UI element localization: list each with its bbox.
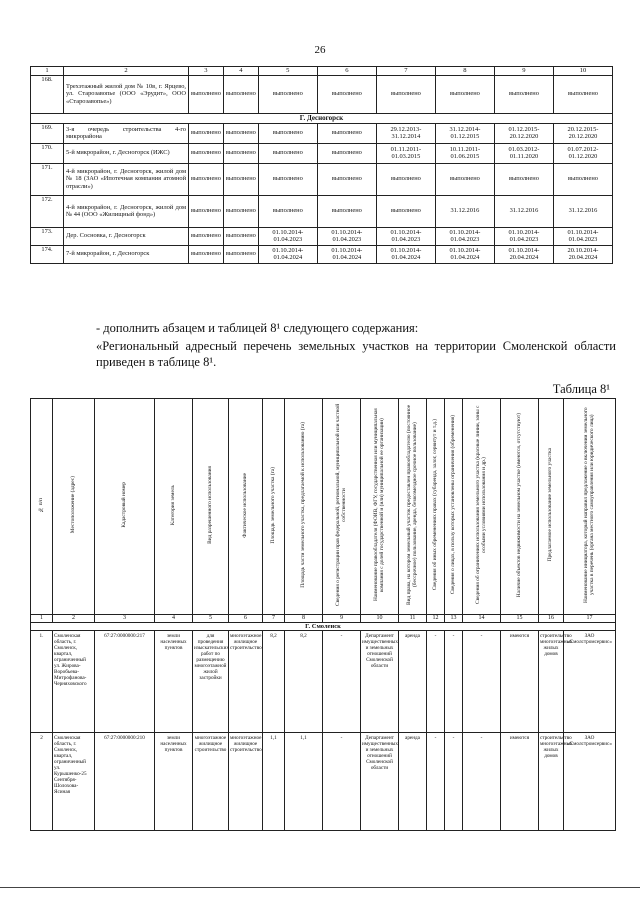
table-cell: - bbox=[323, 733, 361, 831]
status-cell: выполнено bbox=[553, 75, 612, 113]
status-cell: выполнено bbox=[189, 123, 224, 143]
column-number: 8 bbox=[285, 615, 323, 623]
status-cell: выполнено bbox=[258, 123, 317, 143]
table-cell: - bbox=[463, 733, 501, 831]
status-cell: 01.12.2015-20.12.2020 bbox=[494, 123, 553, 143]
table-row bbox=[31, 123, 613, 143]
table-row bbox=[31, 163, 613, 195]
column-number: 2 bbox=[64, 67, 189, 76]
status-cell: выполнено bbox=[189, 195, 224, 227]
city-row bbox=[31, 113, 613, 123]
column-header-text: Площадь части земельного участка, предлагаемой к использованию (га) bbox=[299, 422, 306, 588]
table-cell: имеются bbox=[501, 733, 539, 831]
table-cell: Департамент имущественных и земельных отношений Смоленской области bbox=[361, 631, 399, 733]
column-header bbox=[427, 399, 445, 615]
status-cell: выполнено bbox=[223, 245, 258, 263]
table-row bbox=[31, 245, 613, 263]
table-cell: 2 bbox=[31, 733, 53, 831]
column-header-text: Местоположение (адрес) bbox=[69, 476, 76, 534]
city-row bbox=[31, 622, 616, 630]
column-header bbox=[155, 399, 193, 615]
column-header-text: Вид разрешенного использования bbox=[206, 466, 213, 544]
status-cell: выполнено bbox=[189, 227, 224, 245]
column-header-text: Вид права, на котором земельный участок предоставлен правообладателю (постоянное (бессрочное) пользование, аренда, безвозмездное срочное пользование) bbox=[405, 404, 418, 606]
column-header bbox=[193, 399, 229, 615]
table-cell: ЗАО «Смолстромсервис» bbox=[564, 733, 616, 831]
table-cell: строительство многоэтажных жилых домов bbox=[539, 631, 564, 733]
column-header-text: Площадь земельного участка (га) bbox=[269, 466, 276, 544]
status-cell: 10.11.2011-01.06.2015 bbox=[435, 143, 494, 163]
object-address: 7-й микрорайон, г. Десногорск bbox=[64, 245, 189, 263]
column-number: 14 bbox=[463, 615, 501, 623]
column-header bbox=[399, 399, 427, 615]
status-cell: 01.10.2014-01.04.2023 bbox=[376, 227, 435, 245]
header-row bbox=[31, 67, 613, 76]
status-cell: выполнено bbox=[376, 195, 435, 227]
column-header bbox=[285, 399, 323, 615]
table-row bbox=[31, 733, 616, 831]
column-header bbox=[501, 399, 539, 615]
column-header-text: Сведения об ограничениях использования земельного участка (красные линии, зоны с особыми условиями использования и др.) bbox=[474, 405, 487, 605]
table-cell: - bbox=[427, 733, 445, 831]
column-number: 10 bbox=[553, 67, 612, 76]
number-row bbox=[31, 615, 616, 623]
column-header-text: Наименование правообладателя (ФОИВ, ФГУ, государственная или муниципальная компания с долей государственной и (или) муниципальной ее организации) bbox=[372, 408, 385, 602]
column-header bbox=[361, 399, 399, 615]
status-cell: выполнено bbox=[189, 163, 224, 195]
status-cell: выполнено bbox=[317, 195, 376, 227]
status-cell: выполнено bbox=[435, 75, 494, 113]
column-number: 5 bbox=[193, 615, 229, 623]
status-cell: 01.10.2014-01.04.2024 bbox=[435, 245, 494, 263]
column-number: 6 bbox=[317, 67, 376, 76]
table-cell: земли населенных пунктов bbox=[155, 733, 193, 831]
status-cell: выполнено bbox=[189, 143, 224, 163]
object-address: 4-й микрорайон, г. Десногорск, жилой дом № 18 (ЗАО «Ипотечная компания атомной отрасли») bbox=[64, 163, 189, 195]
table-cell: - bbox=[445, 631, 463, 733]
table-cell: 67:27:0000000:217 bbox=[95, 631, 155, 733]
status-cell: 01.03.2012-01.11.2020 bbox=[494, 143, 553, 163]
status-cell: 31.12.2016 bbox=[553, 195, 612, 227]
column-header bbox=[539, 399, 564, 615]
table-cell: Департамент имущественных и земельных отношений Смоленской области bbox=[361, 733, 399, 831]
object-address: 5-й микрорайон, г. Десногорск (ИЖС) bbox=[64, 143, 189, 163]
status-cell: выполнено bbox=[223, 227, 258, 245]
column-number: 9 bbox=[323, 615, 361, 623]
row-number: 173. bbox=[31, 227, 64, 245]
table-cell: 8,2 bbox=[285, 631, 323, 733]
column-header-text: Сведения о лицах, в пользу которых установлены ограничения (обременения) bbox=[449, 415, 456, 595]
table-row bbox=[31, 195, 613, 227]
column-number: 6 bbox=[229, 615, 263, 623]
table-cell: - bbox=[323, 631, 361, 733]
status-cell: 01.10.2014-01.04.2024 bbox=[317, 245, 376, 263]
column-header-text: Наименование инициатора, который направил предложение о включении земельного участка в перечень (органа местного самоуправления или юридического лица) bbox=[582, 407, 595, 603]
column-number: 5 bbox=[258, 67, 317, 76]
table-cell: 67:27:0000000:210 bbox=[95, 733, 155, 831]
column-header-text: Сведения о регистрации прав федеральной, региональной, муниципальной или частной собственности bbox=[334, 403, 347, 607]
column-number: 10 bbox=[361, 615, 399, 623]
status-cell: выполнено bbox=[317, 143, 376, 163]
table-cell: 1. bbox=[31, 631, 53, 733]
object-address: 3-я очередь строительства 4-го микрорайона bbox=[64, 123, 189, 143]
column-header bbox=[95, 399, 155, 615]
column-number: 3 bbox=[189, 67, 224, 76]
row-number: 171. bbox=[31, 163, 64, 195]
row-number: 170. bbox=[31, 143, 64, 163]
status-cell: выполнено bbox=[223, 163, 258, 195]
status-cell: 01.10.2014-01.04.2024 bbox=[258, 245, 317, 263]
column-number: 12 bbox=[427, 615, 445, 623]
table-cell: Смоленская область, г. Смоленск, квартал, ограниченный ул. Жирова-Воробьева-Митрофанова-Черняховского bbox=[53, 631, 95, 733]
status-cell: выполнено bbox=[376, 163, 435, 195]
column-header-text: Предлагаемое использование земельного участка bbox=[547, 448, 554, 562]
table-cell: многоэтажное жилищное строительство bbox=[229, 733, 263, 831]
status-cell: 31.12.2016 bbox=[494, 195, 553, 227]
row-number: 169. bbox=[31, 123, 64, 143]
column-header bbox=[31, 399, 53, 615]
table-cell: - bbox=[463, 631, 501, 733]
column-number: 7 bbox=[263, 615, 285, 623]
table-cell: многоэтажное жилищное строительство bbox=[193, 733, 229, 831]
status-cell: 01.10.2014-01.04.2023 bbox=[317, 227, 376, 245]
column-number: 7 bbox=[376, 67, 435, 76]
table-cell: аренда bbox=[399, 631, 427, 733]
status-cell: выполнено bbox=[223, 195, 258, 227]
status-cell: 01.10.2014-01.04.2023 bbox=[258, 227, 317, 245]
status-cell: выполнено bbox=[317, 163, 376, 195]
column-number: 4 bbox=[155, 615, 193, 623]
status-cell: выполнено bbox=[189, 245, 224, 263]
column-number: 17 bbox=[564, 615, 616, 623]
status-cell: 01.10.2014-01.04.2023 bbox=[494, 227, 553, 245]
header-row bbox=[31, 399, 616, 615]
status-cell: выполнено bbox=[223, 143, 258, 163]
column-header bbox=[53, 399, 95, 615]
column-header bbox=[564, 399, 616, 615]
status-cell: выполнено bbox=[258, 143, 317, 163]
object-address: Дер. Сосновка, г. Десногорск bbox=[64, 227, 189, 245]
amendment-paragraph: - дополнить абзацем и таблицей 8¹ следующего содержания: bbox=[96, 321, 419, 335]
table-cell: 1,1 bbox=[263, 733, 285, 831]
column-header-text: Фактическое использование bbox=[241, 472, 248, 538]
page-number: 26 bbox=[314, 44, 326, 56]
status-cell: 20.10.2014-20.04.2024 bbox=[553, 245, 612, 263]
status-cell: 01.07.2012-01.12.2020 bbox=[553, 143, 612, 163]
table-cell: для проведения изыскательских работ по размещению многоэтажной жилой застройки bbox=[193, 631, 229, 733]
footer-rule bbox=[0, 887, 640, 888]
table-title: Таблица 8¹ bbox=[552, 382, 610, 396]
status-cell: выполнено bbox=[223, 123, 258, 143]
column-number: 4 bbox=[223, 67, 258, 76]
table-row bbox=[31, 227, 613, 245]
row-number: 172. bbox=[31, 195, 64, 227]
table-cell: земли населенных пунктов bbox=[155, 631, 193, 733]
column-number: 8 bbox=[435, 67, 494, 76]
status-cell: выполнено bbox=[317, 75, 376, 113]
column-number: 1 bbox=[31, 615, 53, 623]
column-header-text: Сведения об иных обременениях правах (субаренда, залог, сервитут и т.д.) bbox=[431, 419, 438, 591]
column-header bbox=[323, 399, 361, 615]
table-cell: - bbox=[445, 733, 463, 831]
table-row bbox=[31, 631, 616, 733]
status-cell: выполнено bbox=[435, 163, 494, 195]
object-address: 4-й микрорайон, г. Десногорск, жилой дом № 44 (ООО «Жилищный фонд») bbox=[64, 195, 189, 227]
column-number: 15 bbox=[501, 615, 539, 623]
intro-paragraph: «Региональный адресный перечень земельных участков на территории Смоленской области приведен в таблице 8¹. bbox=[96, 339, 616, 369]
column-header bbox=[445, 399, 463, 615]
status-cell: 01.11.2011-01.03.2015 bbox=[376, 143, 435, 163]
table-cell: Смоленская область, г. Смоленск, квартал, ограниченный ул. Курышенко-25 Сентября-Шолохова-Ясиная bbox=[53, 733, 95, 831]
column-number: 16 bbox=[539, 615, 564, 623]
status-cell: выполнено bbox=[223, 75, 258, 113]
city-name: Г. Десногорск bbox=[31, 113, 613, 123]
column-number: 11 bbox=[399, 615, 427, 623]
column-header bbox=[229, 399, 263, 615]
table-row bbox=[31, 143, 613, 163]
status-cell: 01.10.2014-01.04.2023 bbox=[435, 227, 494, 245]
column-header-text: Кадастровый номер bbox=[120, 482, 127, 528]
table-cell: многоэтажное жилищное строительство bbox=[229, 631, 263, 733]
table-cell: 1,1 bbox=[285, 733, 323, 831]
status-cell: выполнено bbox=[376, 75, 435, 113]
status-cell: 20.12.2015-20.12.2020 bbox=[553, 123, 612, 143]
row-number: 174. bbox=[31, 245, 64, 263]
column-number: 2 bbox=[53, 615, 95, 623]
table-cell: 8,2 bbox=[263, 631, 285, 733]
table-cell: строительство многоэтажных жилых домов bbox=[539, 733, 564, 831]
column-number: 3 bbox=[95, 615, 155, 623]
status-cell: выполнено bbox=[258, 195, 317, 227]
column-number: 13 bbox=[445, 615, 463, 623]
construction-table bbox=[30, 66, 613, 264]
column-header-text: Наличие объектов недвижимости на земельном участке (имеются, отсутствуют) bbox=[515, 412, 522, 598]
column-number: 9 bbox=[494, 67, 553, 76]
status-cell: 31.12.2014-01.12.2015 bbox=[435, 123, 494, 143]
column-header-text: Категория земель bbox=[169, 484, 176, 526]
column-header-text: № п/п bbox=[37, 497, 44, 513]
table-cell: аренда bbox=[399, 733, 427, 831]
status-cell: 01.10.2014-01.04.2023 bbox=[553, 227, 612, 245]
status-cell: выполнено bbox=[317, 123, 376, 143]
status-cell: 01.10.2014-01.04.2024 bbox=[376, 245, 435, 263]
column-header bbox=[263, 399, 285, 615]
table-cell: ЗАО «Смолстромсервис» bbox=[564, 631, 616, 733]
status-cell: выполнено bbox=[494, 163, 553, 195]
row-number: 168. bbox=[31, 75, 64, 113]
status-cell: 31.12.2016 bbox=[435, 195, 494, 227]
status-cell: выполнено bbox=[258, 163, 317, 195]
status-cell: выполнено bbox=[189, 75, 224, 113]
city-name: Г. Смоленск bbox=[31, 622, 616, 630]
status-cell: выполнено bbox=[494, 75, 553, 113]
table-cell: - bbox=[427, 631, 445, 733]
status-cell: выполнено bbox=[553, 163, 612, 195]
status-cell: 01.10.2014-20.04.2024 bbox=[494, 245, 553, 263]
object-address: Трехэтажный жилой дом № 10в, г. Ярцево, ул. Старозавопье (ООО «Эрудит», ООО «Старозавопье») bbox=[64, 75, 189, 113]
status-cell: выполнено bbox=[258, 75, 317, 113]
status-cell: 29.12.2013-31.12.2014 bbox=[376, 123, 435, 143]
column-header bbox=[463, 399, 501, 615]
table-row bbox=[31, 75, 613, 113]
table-cell: имеются bbox=[501, 631, 539, 733]
land-plots-table bbox=[30, 398, 616, 831]
column-number: 1 bbox=[31, 67, 64, 76]
